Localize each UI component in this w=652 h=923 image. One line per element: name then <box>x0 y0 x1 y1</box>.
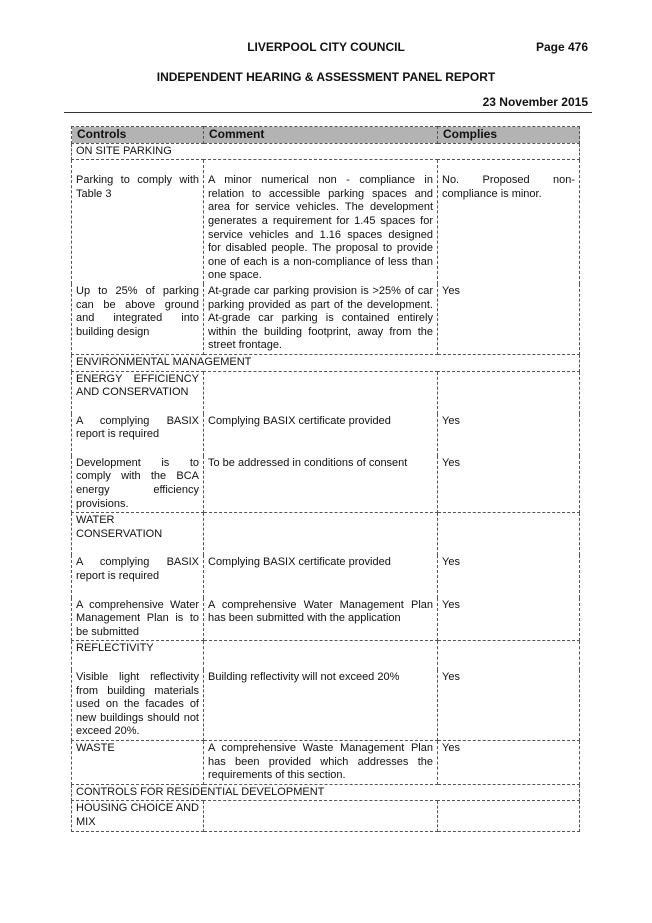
comment-cell: A comprehensive Water Management Plan has been submitted with the application <box>204 598 438 641</box>
table-row <box>72 456 580 513</box>
table-row <box>72 555 580 597</box>
report-title: INDEPENDENT HEARING & ASSESSMENT PANEL REPORT <box>156 70 496 84</box>
control-cell: Development is to comply with the BCA energy efficiency provisions. <box>72 456 204 513</box>
empty-cell <box>204 513 438 556</box>
table-row <box>72 160 580 284</box>
council-name: LIVERPOOL CITY COUNCIL <box>247 40 405 54</box>
header-rule <box>64 112 592 113</box>
section-row <box>72 784 580 801</box>
comment-cell: Complying BASIX certificate provided <box>204 414 438 456</box>
section-on-site-parking: ON SITE PARKING <box>72 143 580 160</box>
complies-cell: Yes <box>438 598 580 641</box>
empty-cell <box>438 801 580 831</box>
column-header-controls: Controls <box>72 127 204 144</box>
section-row <box>72 143 580 160</box>
table-row <box>72 284 580 354</box>
control-cell: Parking to comply with Table 3 <box>72 160 204 284</box>
control-cell: A complying BASIX report is required <box>72 555 204 597</box>
column-header-complies: Complies <box>438 127 580 144</box>
subsection-reflectivity: REFLECTIVITY <box>72 641 204 670</box>
table-row <box>72 414 580 456</box>
empty-cell <box>204 801 438 831</box>
complies-cell: Yes <box>438 414 580 456</box>
page-number: Page 476 <box>535 40 588 54</box>
subsection-energy-efficiency: ENERGY EFFICIENCY AND CONSERVATION <box>72 371 204 414</box>
empty-cell <box>438 641 580 670</box>
control-cell: Visible light reflectivity from building materials used on the facades of new buildings should not exceed 20%. <box>72 670 204 740</box>
empty-cell <box>438 513 580 556</box>
table-row <box>72 371 580 414</box>
report-date: 23 November 2015 <box>482 95 588 109</box>
table-row <box>72 598 580 641</box>
column-header-comment: Comment <box>204 127 438 144</box>
section-row <box>72 354 580 371</box>
control-cell: Up to 25% of parking can be above ground and integrated into building design <box>72 284 204 354</box>
complies-cell: Yes <box>438 670 580 740</box>
empty-cell <box>204 641 438 670</box>
table-header-row <box>72 127 580 144</box>
complies-cell: Yes <box>438 456 580 513</box>
section-environmental-management: ENVIRONMENTAL MANAGEMENT <box>72 354 580 371</box>
table-row <box>72 801 580 831</box>
subsection-waste: WASTE <box>72 740 204 784</box>
subsection-housing-choice: HOUSING CHOICE AND MIX <box>72 801 204 831</box>
complies-cell: Yes <box>438 740 580 784</box>
complies-cell: No. Proposed non-compliance is minor. <box>438 160 580 284</box>
subsection-water-conservation: WATER CONSERVATION <box>72 513 204 556</box>
comment-cell: To be addressed in conditions of consent <box>204 456 438 513</box>
complies-cell: Yes <box>438 284 580 354</box>
comment-cell: A comprehensive Waste Management Plan has been provided which addresses the requirements of this section. <box>204 740 438 784</box>
table-row <box>72 641 580 670</box>
complies-cell: Yes <box>438 555 580 597</box>
comment-cell: At-grade car parking provision is >25% of car parking provided as part of the development. At-grade car parking is contained entirely within the building footprint, away from the street frontage. <box>204 284 438 354</box>
comment-cell: Complying BASIX certificate provided <box>204 555 438 597</box>
controls-table <box>71 126 580 832</box>
section-residential-development: CONTROLS FOR RESIDENTIAL DEVELOPMENT <box>72 784 580 801</box>
table-row <box>72 513 580 556</box>
table-row <box>72 670 580 740</box>
table-row <box>72 740 580 784</box>
control-cell: A comprehensive Water Management Plan is to be submitted <box>72 598 204 641</box>
comment-cell: A minor numerical non - compliance in relation to accessible parking spaces and area for service vehicles. The development generates a requirement for 1.45 spaces for service vehicles and 1.16 spaces designed for disabled people. The proposal to provide one of each is a non-compliance of less than one space. <box>204 160 438 284</box>
empty-cell <box>438 371 580 414</box>
control-cell: A complying BASIX report is required <box>72 414 204 456</box>
empty-cell <box>204 371 438 414</box>
comment-cell: Building reflectivity will not exceed 20% <box>204 670 438 740</box>
